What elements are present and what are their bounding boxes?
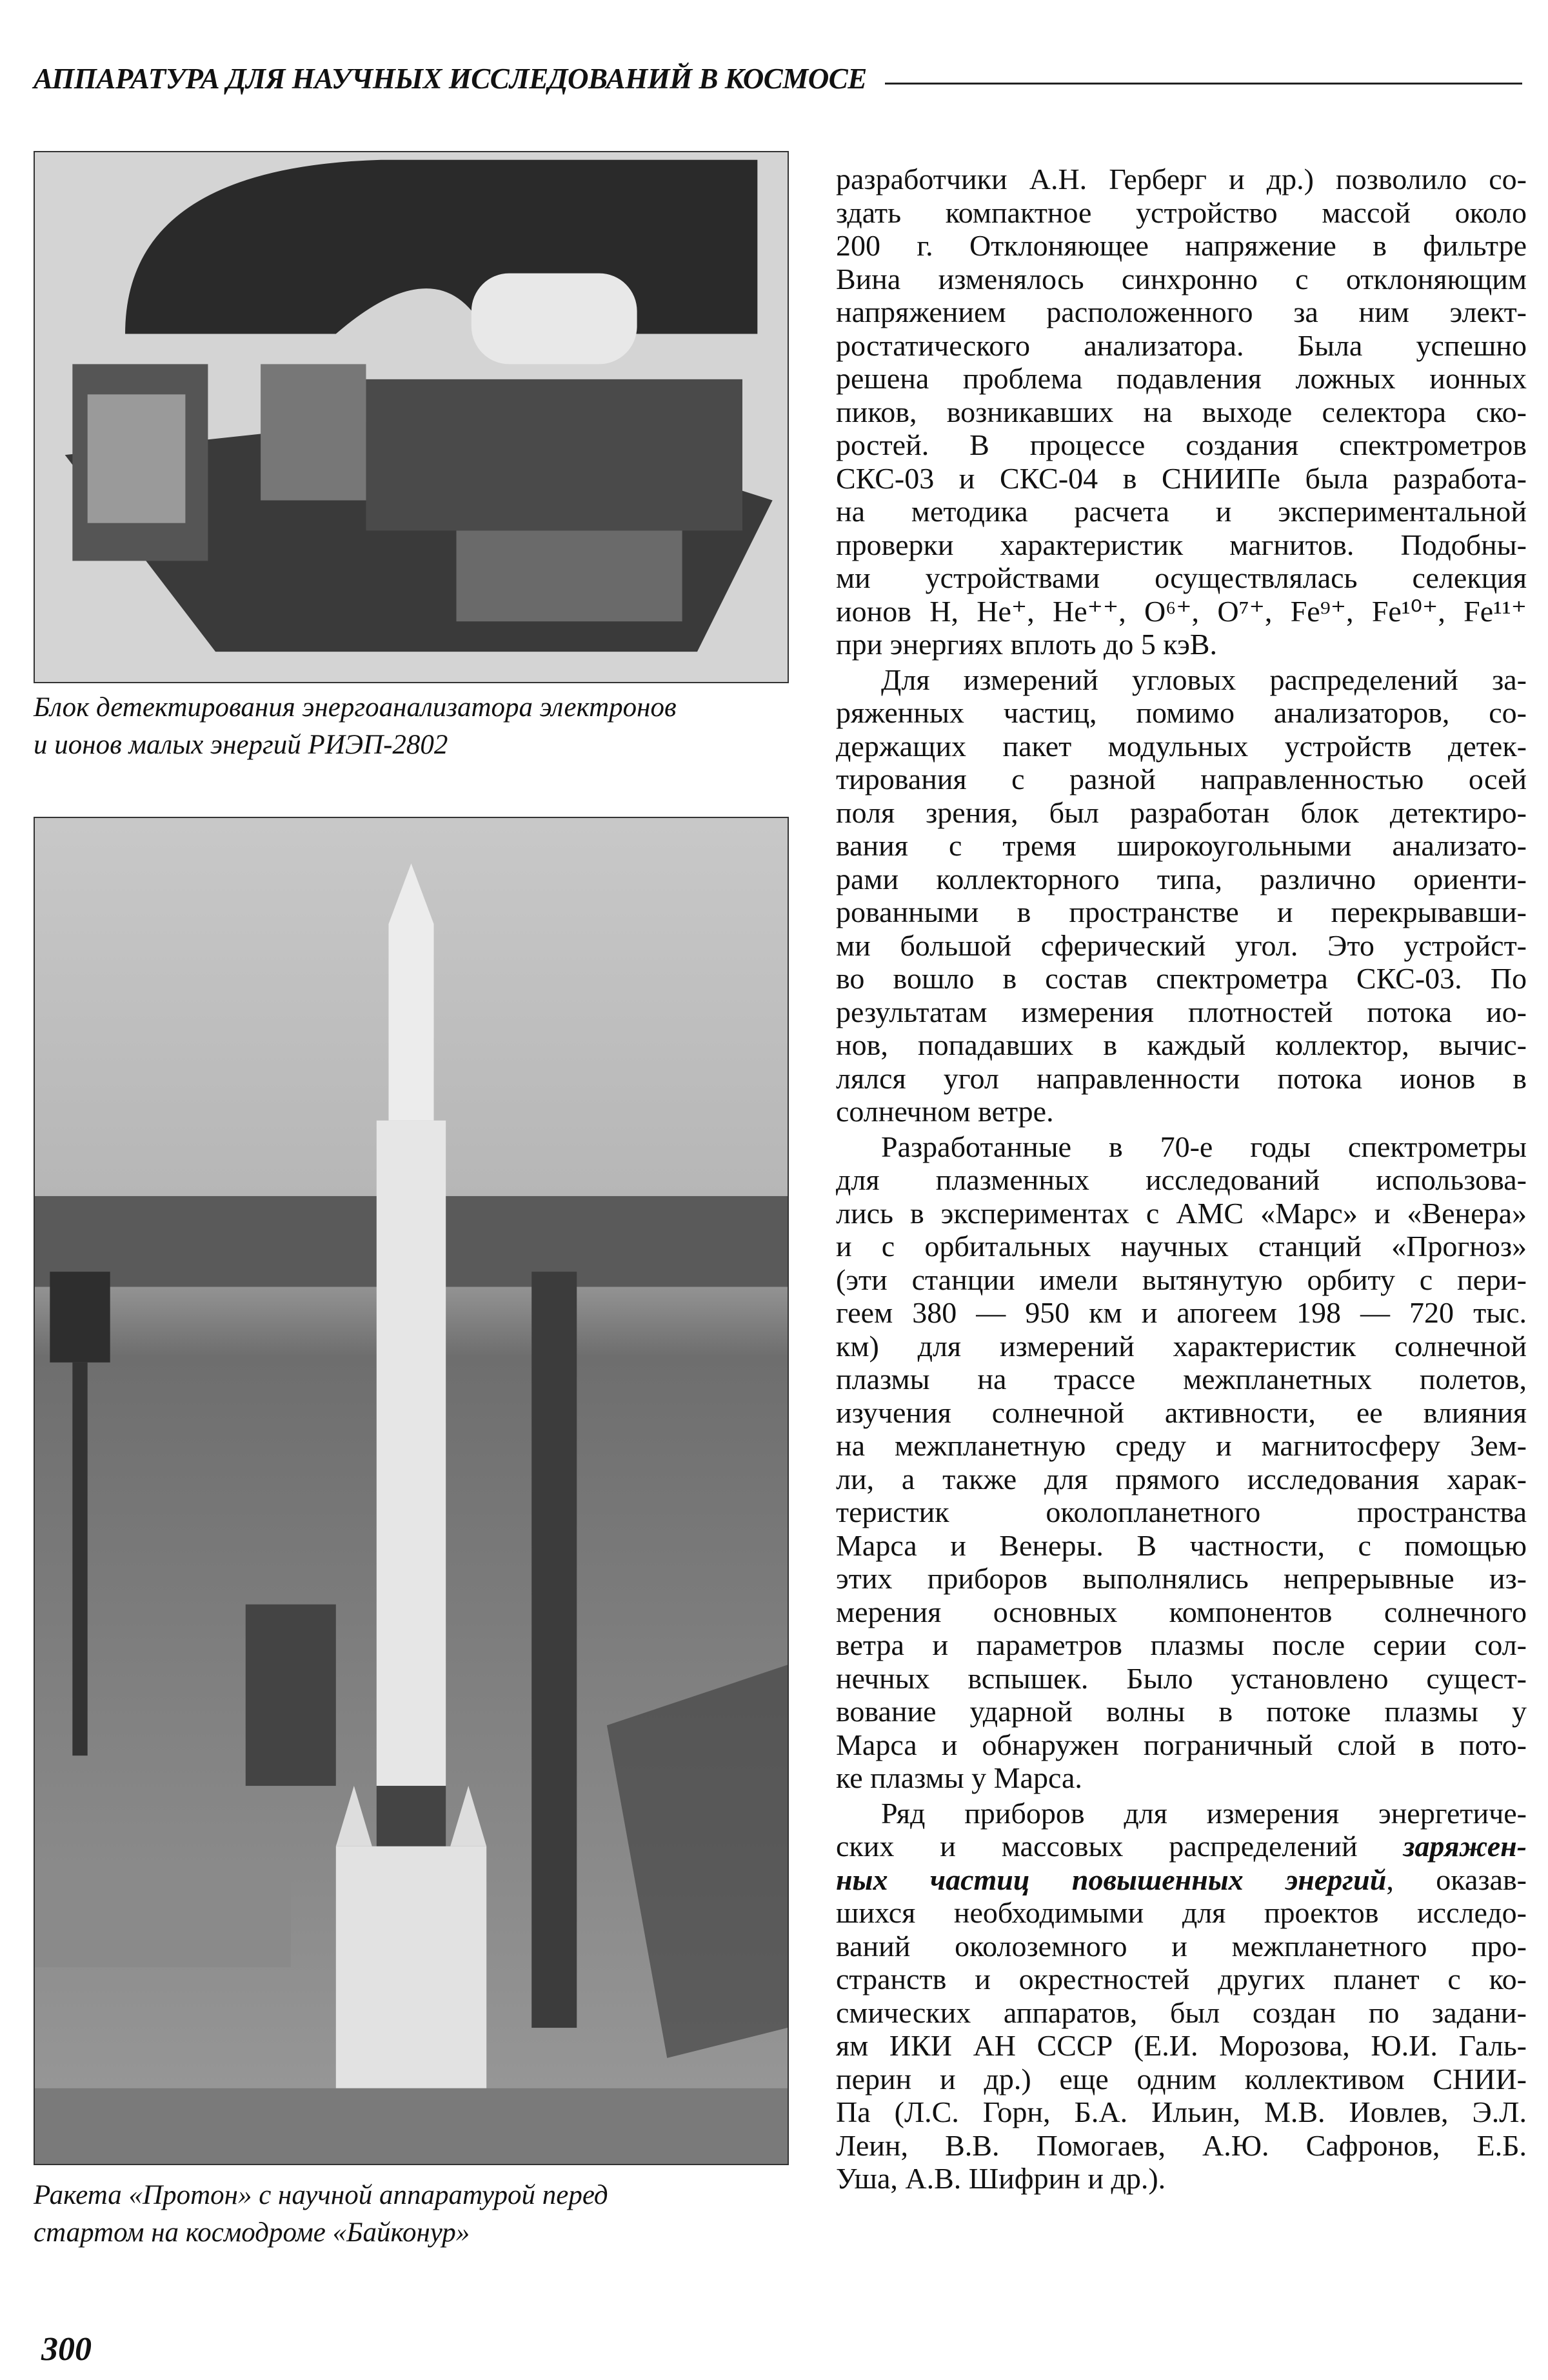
text-line: держащих пакет модульных устройств детек- <box>836 729 1527 763</box>
page-number: 300 <box>41 2331 92 2368</box>
text-line: изучения солнечной активности, ее влияния <box>836 1395 1527 1429</box>
text-line: СКС-03 и СКС-04 в СНИИПе была разработа- <box>836 461 1527 495</box>
text-line: проверки характеристик магнитов. Подобны- <box>836 528 1527 561</box>
emphasized-term: ных частиц повышенных энергий <box>836 1863 1387 1896</box>
text-line: Ряд приборов для измерения энергетиче- <box>881 1796 1527 1830</box>
text-line: ям ИКИ АН СССР (Е.И. Морозова, Ю.И. Галь- <box>836 2029 1527 2062</box>
text-line: нечных вспышек. Было установлено сущест- <box>836 1661 1527 1695</box>
emphasized-term: заряжен- <box>1403 1830 1527 1863</box>
text-line: вование ударной волны в потоке плазмы у <box>836 1695 1527 1728</box>
text-line <box>836 1830 1527 1863</box>
body-text-column <box>836 163 1527 2197</box>
paragraph <box>836 163 1527 661</box>
text-line: ионов H, He⁺, He⁺⁺, O⁶⁺, O⁷⁺, Fe⁹⁺, Fe¹⁰⁺, Fe¹¹⁺ <box>836 594 1527 628</box>
text-line: и с орбитальных научных станций «Прогноз» <box>836 1230 1527 1263</box>
text-line: ваний околоземного и межпланетного про- <box>836 1929 1527 1963</box>
text-line: тирования с разной направленностью осей <box>836 763 1527 795</box>
text-line: пиков, возникавших на выходе селектора ско- <box>836 395 1527 428</box>
text-line: ке плазмы у Марса. <box>836 1761 1082 1794</box>
text-line: рованными в пространстве и перекрывавши- <box>836 895 1527 928</box>
text-line: мерения основных компонентов солнечного <box>836 1595 1527 1628</box>
text-line: этих приборов выполнялись непрерывные из- <box>836 1562 1527 1595</box>
text-line: 200 г. Отклоняющее напряжение в фильтре <box>836 229 1527 262</box>
text-line <box>836 1863 1527 1897</box>
text-line: шихся необходимыми для проектов исследо- <box>836 1896 1527 1929</box>
caption-line: и ионов малых энергий РИЭП-2802 <box>34 730 448 760</box>
text-line: ми устройствами осуществлялась селекция <box>836 561 1527 594</box>
text-line: Леин, В.В. Помогаев, А.Ю. Сафронов, Е.Б. <box>836 2128 1527 2162</box>
text-line: лись в экспериментах с АМС «Марс» и «Венера» <box>836 1196 1527 1230</box>
text-line: во вошло в состав спектрометра СКС-03. По <box>836 962 1527 995</box>
text-line: ми большой сферический угол. Это устройст- <box>836 928 1527 962</box>
text-line: км) для измерений характеристик солнечной <box>836 1329 1527 1363</box>
text-line: смических аппаратов, был создан по задани- <box>836 1995 1527 2029</box>
text-line: теристик околопланетного пространства <box>836 1495 1527 1528</box>
text-line: напряжением расположенного за ним элект- <box>836 295 1527 328</box>
text-line: Разработанные в 70-е годы спектрометры <box>881 1130 1527 1163</box>
figure-caption-1 <box>34 689 795 764</box>
running-header: АППАРАТУРА ДЛЯ НАУЧНЫХ ИССЛЕДОВАНИЙ В КОСМОСЕ <box>34 63 867 95</box>
text-line: при энергиях вплоть до 5 кэВ. <box>836 628 1217 661</box>
text-line: перин и др.) еще одним коллективом СНИИ- <box>836 2062 1527 2095</box>
text-line: Уша, А.В. Шифрин и др.). <box>836 2162 1166 2195</box>
text-line: Вина изменялось синхронно с отклоняющим <box>836 262 1527 295</box>
paragraph <box>836 1797 1527 2195</box>
text-line: Для измерений угловых распределений за- <box>881 663 1527 696</box>
paragraph <box>836 663 1527 1128</box>
text-line: Па (Л.С. Горн, Б.А. Ильин, М.В. Иовлев, Э.Л. <box>836 2095 1527 2128</box>
header-rule <box>885 83 1522 85</box>
text-line: (эти станции имели вытянутую орбиту с пери- <box>836 1263 1527 1296</box>
text-line: ростатического анализатора. Была успешно <box>836 328 1527 362</box>
text-line: ли, а также для прямого исследования харак- <box>836 1462 1527 1495</box>
text-line: Марса и обнаружен пограничный слой в пото- <box>836 1728 1527 1761</box>
caption-line: стартом на космодроме «Байконур» <box>34 2217 470 2248</box>
figure-caption-2 <box>34 2177 795 2252</box>
text-line: на межпланетную среду и магнитосферу Зем- <box>836 1429 1527 1462</box>
text-line: поля зрения, был разработан блок детектиро- <box>836 795 1527 829</box>
text-segment: , оказав- <box>1386 1863 1527 1896</box>
text-line: геем 380 — 950 км и апогеем 198 — 720 тыс. <box>836 1296 1527 1329</box>
photo-proton-rocket <box>34 817 789 2165</box>
text-line: ветра и параметров плазмы после серии сол- <box>836 1628 1527 1661</box>
text-line: лялся угол направленности потока ионов в <box>836 1061 1527 1095</box>
text-line: рами коллекторного типа, различно ориенти- <box>836 862 1527 895</box>
text-line: странств и окрестностей других планет с ко- <box>836 1963 1527 1995</box>
text-line: разработчики А.Н. Герберг и др.) позволило со- <box>836 163 1527 195</box>
text-line: вания с тремя широкоугольными анализато- <box>836 829 1527 862</box>
caption-line: Ракета «Протон» с научной аппаратурой перед <box>34 2180 608 2210</box>
text-line: нов, попадавших в каждый коллектор, вычис- <box>836 1028 1527 1061</box>
text-line: для плазменных исследований использова- <box>836 1163 1527 1196</box>
text-line: здать компактное устройство массой около <box>836 195 1527 229</box>
text-line: Марса и Венеры. В частности, с помощью <box>836 1528 1527 1562</box>
photo-detector-block <box>34 151 789 683</box>
paragraph <box>836 1130 1527 1795</box>
text-segment: ских и массовых распределений <box>836 1830 1404 1863</box>
caption-line: Блок детектирования энергоанализатора электронов <box>34 692 677 723</box>
text-line: на методика расчета и экспериментальной <box>836 495 1527 528</box>
text-line: плазмы на трассе межпланетных полетов, <box>836 1363 1527 1395</box>
text-line: решена проблема подавления ложных ионных <box>836 362 1527 395</box>
text-line: результатам измерения плотностей потока ио- <box>836 995 1527 1028</box>
text-line: ряженных частиц, помимо анализаторов, со- <box>836 696 1527 729</box>
text-line: ростей. В процессе создания спектрометров <box>836 428 1527 461</box>
text-line: солнечном ветре. <box>836 1095 1054 1128</box>
